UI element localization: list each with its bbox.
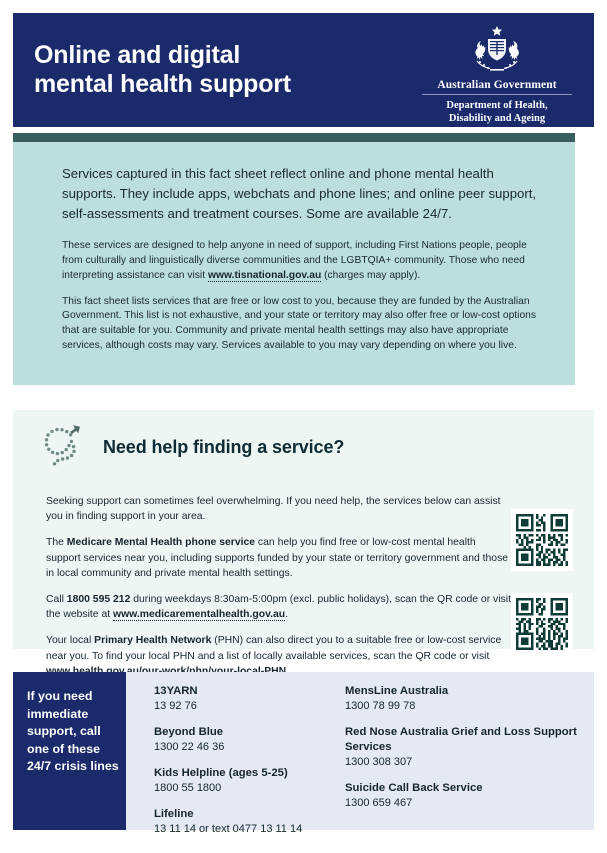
phn-name: Primary Health Network <box>94 635 212 647</box>
department-line-1: Department of Health, <box>446 100 548 111</box>
service-number: 1300 22 46 36 <box>154 740 225 753</box>
crisis-column-right <box>334 684 594 830</box>
qr-code-primary-health-network[interactable] <box>511 593 573 655</box>
qr-code-group <box>511 509 573 655</box>
page-title-line-1: Online and digital <box>34 41 241 69</box>
medicare-mental-health-link[interactable]: www.medicarementalhealth.gov.au <box>113 609 286 621</box>
intro-lead-text: Services captured in this fact sheet reflect online and phone mental health supports. They include apps, webchats and phone lines; and online peer support, self-assessments and treatment courses. Some are available 24/7. <box>62 166 537 222</box>
service-number: 1300 659 467 <box>345 796 413 809</box>
find-paragraph-3 <box>46 592 512 622</box>
service-number: 13 92 76 <box>154 700 197 713</box>
service-name: Red Nose Australia Grief and Loss Support Services <box>345 725 577 753</box>
department-label <box>422 99 572 126</box>
medicare-phone-number: 1800 595 212 <box>66 593 131 605</box>
service-name: Beyond Blue <box>154 725 224 738</box>
list-item <box>345 781 594 811</box>
find-p4-before: Your local <box>46 635 95 647</box>
tis-national-link[interactable]: www.tisnational.gov.au <box>207 269 322 281</box>
find-service-body <box>46 494 512 679</box>
intro-paragraph-2: This fact sheet lists services that are free or low cost to you, because they are funded by the Australian Government. This list is not exhaustive, and your state or territory may also offer free or low-cost options that are suitable for you. Community and private mental health settings may also have appropriate services, although costs may vary. Services available to you may vary depending on where you live. <box>62 295 537 352</box>
find-p2-before: The <box>46 537 67 549</box>
service-number: 1800 55 1800 <box>154 781 222 794</box>
crisis-lines-label: If you need immediate support, call one of these 24/7 crisis lines <box>13 672 126 830</box>
service-name: MensLine Australia <box>345 685 449 697</box>
service-name: Suicide Call Back Service <box>345 781 483 794</box>
list-item <box>345 684 594 714</box>
list-item <box>154 766 334 796</box>
list-item <box>154 725 334 755</box>
intro-p1-after: (charges may apply). <box>321 269 421 281</box>
page-title-line-2: mental health support <box>34 70 291 98</box>
intro-paragraph-1 <box>62 239 537 283</box>
medicare-service-name: Medicare Mental Health phone service <box>66 537 256 549</box>
find-service-heading-row <box>13 410 594 474</box>
crisis-column-left <box>126 684 334 835</box>
department-line-2: Disability and Ageing <box>448 113 546 125</box>
list-item <box>154 684 334 714</box>
list-item <box>154 807 334 837</box>
find-p2-after: can help you find free or low-cost mental health support services near you, including supports funded by your state or territory government and those in local community and private mental health settings. <box>46 537 509 579</box>
government-label: Australian Government <box>422 79 572 95</box>
intro-panel <box>13 133 575 385</box>
find-p3-mid: during weekdays 8:30am-5:00pm (excl. public holidays), scan the QR code or visit the website at <box>46 593 511 621</box>
find-p3-before: Call <box>46 593 67 605</box>
crisis-lines-columns <box>126 672 594 835</box>
service-number: 1300 308 307 <box>345 755 413 768</box>
dotted-path-arrow-icon <box>35 418 89 477</box>
service-name: 13YARN <box>154 685 198 697</box>
find-paragraph-2 <box>46 535 512 581</box>
australian-coat-of-arms-icon <box>422 25 572 77</box>
page-header <box>13 13 594 127</box>
qr-code-medicare-mental-health[interactable] <box>511 509 573 571</box>
service-name: Lifeline <box>154 807 194 820</box>
find-paragraph-1: Seeking support can sometimes feel overwhelming. If you need help, the services below can assist you in finding support in your area. <box>46 496 501 523</box>
service-name: Kids Helpline (ages 5-25) <box>154 766 288 779</box>
service-number: 13 11 14 or text 0477 13 11 14 <box>154 822 303 835</box>
intro-p1-before: These services are designed to help anyone in need of support, including First Nations people, people from culturally and linguistically diverse communities and the LGBTQIA+ community. Those who need interpreting assistance can visit <box>62 240 527 281</box>
page-title <box>34 41 291 99</box>
find-p3-after: . <box>285 609 288 621</box>
find-p4-mid: (PHN) can also direct you to a suitable free or low-cost service near you. To find your local PHN and a list of locally available services, scan the QR code or visit <box>46 635 502 662</box>
find-service-panel <box>13 410 594 662</box>
list-item <box>345 725 594 770</box>
government-branding <box>422 25 572 126</box>
service-number: 1300 78 99 78 <box>345 700 416 713</box>
crisis-lines-panel <box>13 672 594 835</box>
find-service-title: Need help finding a service? <box>103 436 345 457</box>
